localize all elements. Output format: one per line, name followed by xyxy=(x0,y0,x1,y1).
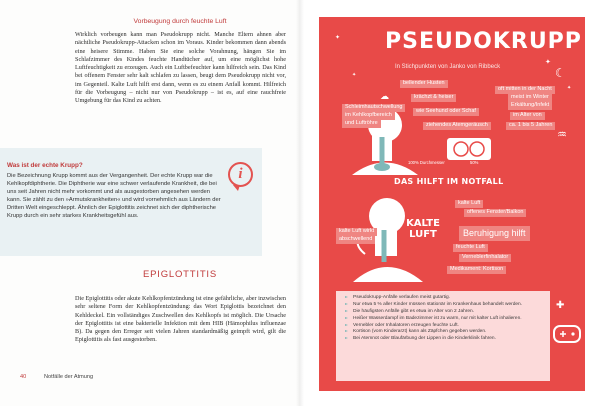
symptom-chip: wie Seehund oder Schaf xyxy=(413,108,479,116)
fact-item: Bei Atemnot oder Blaufärbung der Lippen in die Kinderklinik fahren. xyxy=(345,336,553,342)
game-console-icon xyxy=(552,322,582,346)
symptom-chip: Schleimhautschwellung xyxy=(342,104,405,112)
help-chip: kalte Luft wirkt xyxy=(336,228,377,236)
star-icon: ✦ xyxy=(567,85,572,91)
plaster-icon: ✚ xyxy=(556,300,565,311)
facts-list xyxy=(345,295,553,343)
chapter-name: Notfälle der Atmung xyxy=(44,374,94,380)
poster-title: PSEUDOKRUPP xyxy=(385,29,582,54)
info-bubble-icon: i xyxy=(228,162,253,187)
sheep-icon: ☁ xyxy=(380,92,389,102)
subheading: Vorbeugung durch feuchte Luft xyxy=(133,18,227,25)
help-chip: Medikament: Kortison xyxy=(447,266,506,274)
humidity-label: 100% Durchmesser xyxy=(408,160,445,165)
sidebox-text: Die Bezeichnung Krupp kommt aus der Vergangenheit. Der echte Krupp war die Kehlkopfdiphtherie. Die Diphtherie war eine schwer verlaufende Krankheit, die bei uns seit Jahren nicht mehr vorkommt und als ausgestorben angesehen werden kann. Sie zählt zu den »Armutskrankheiten« und wird vornehmlich aus Ländern der Dritten Welt eingeschleppt. Ähnlich der Epiglottitis zeichnet sich der diphtherische Krupp durch ein sehr starkes Krankheitsgefühl aus. xyxy=(7,173,221,220)
help-chip: kalte Luft xyxy=(455,200,483,208)
help-chip: abschwellend xyxy=(336,236,375,244)
star-icon: ✦ xyxy=(545,58,551,66)
sidebox-title: Was ist der echte Krupp? xyxy=(7,162,83,169)
star-icon: ✦ xyxy=(352,72,357,78)
symptom-chip: bellender Husten xyxy=(400,80,448,88)
page-number: 40 xyxy=(20,374,27,380)
body-paragraph-1: Wirklich vorbeugen kann man Pseudokrupp nicht. Manche Eltern ahnen aber nächtliche Pseudokrupp-Attacken schon im Voraus. Kinder bekommen dann abends eine heisere Stimme. Haben Sie eine solche Vorahnung, hängen Sie im Schlafzimmer des Kindes feuchte Handtücher auf, um eine möglichst hohe Luftfeuchtigkeit zu erzeugen. Auch ein Luftbefeuchter kann hilfreich sein. Das Kind bei offenem Fenster sehr kalt schlafen zu lassen, beugt dem Pseudokrupp nicht vor, im Gegenteil. Kalte Luft hilft erst dann, wenn es zu einem Anfall kommt. Hilfreich für die Vorbeugung – nicht nur von Pseudokrupp – ist es, auf eine rauchfreie Umgebung für das Kind zu achten. xyxy=(75,31,286,105)
fact-item: Die häufigsten Anfälle gibt es etwa im Alter von 2 Jahren. xyxy=(345,309,553,315)
section-heading-epiglottitis: EPIGLOTTITIS xyxy=(143,269,217,280)
symptom-chip: im Kehlkopfbereich xyxy=(342,112,395,120)
help-chip-large: Beruhigung hilft xyxy=(459,226,530,241)
help-chip: Verneblerfinhalator xyxy=(459,254,511,262)
symptom-chip: krächzt & heiser xyxy=(411,94,456,102)
symptom-chip: ziehendes Atemgeräusch xyxy=(423,122,491,130)
fact-item: Kortison (vom Kinderarzt) kann als Zäpfchen gegeben werden. xyxy=(345,329,553,335)
body-paragraph-2: Die Epiglottitis oder akute Kehlkopfentzündung ist eine gefährliche, aber inzwischen sehr seltene Form der Kehlkopfentzündung: das Wort Epiglottis bezeichnet den Kehldeckel. Ein vollständiges Zuschwellen des Kehlkopfs ist möglich. Die Ursache der Epiglottitis ist eine bakterielle Infektion mit dem HIB (Hämophilus influenzae B). Da gegen den Erreger seit vielen Jahren standardmäßig geimpft wird, gilt die Epiglottitis als fast ausgestorben. xyxy=(75,295,286,344)
help-chip: feuchte Luft xyxy=(453,244,488,252)
book-gutter xyxy=(296,0,304,406)
symptom-chip: ca. 1 bis 5 Jahren xyxy=(506,122,555,130)
fact-item: Vernebler oder Inhalatoren erzeugen feuchte Luft. xyxy=(345,323,553,329)
emergency-section-heading: DAS HILFT IM NOTFALL xyxy=(394,177,504,186)
humidity-value: 50% xyxy=(470,160,479,165)
symptom-chip: Erkältung/Infekt xyxy=(508,102,552,110)
fact-item: Pseudokrupp-Anfälle verlaufen meist gutartig. xyxy=(345,295,553,301)
cold-air-label: KALTE LUFT xyxy=(406,218,440,240)
symptom-chip: meist im Winter xyxy=(508,94,552,102)
help-chip: offenes Fenster/Balkon xyxy=(464,209,526,217)
symptom-chip: im Alter von xyxy=(510,112,545,120)
fact-item: Heißer Wasserdampf im Badezimmer ist zu warm, nur mit kalter Luft inhalieren. xyxy=(345,316,553,322)
star-icon: ✦ xyxy=(335,34,341,41)
seal-icon: ♒ xyxy=(557,128,567,141)
symptom-chip: und Luftröhre xyxy=(342,120,381,128)
fact-item: Nur etwa 5 % aller Kinder müssen stationär im Krankenhaus behandelt werden. xyxy=(345,302,553,308)
moon-icon: ☾ xyxy=(555,66,566,80)
symptom-chip: oft mitten in der Nacht xyxy=(495,86,555,94)
poster-subtitle: In Stichpunkten von Janko von Ribbeck xyxy=(395,64,501,70)
